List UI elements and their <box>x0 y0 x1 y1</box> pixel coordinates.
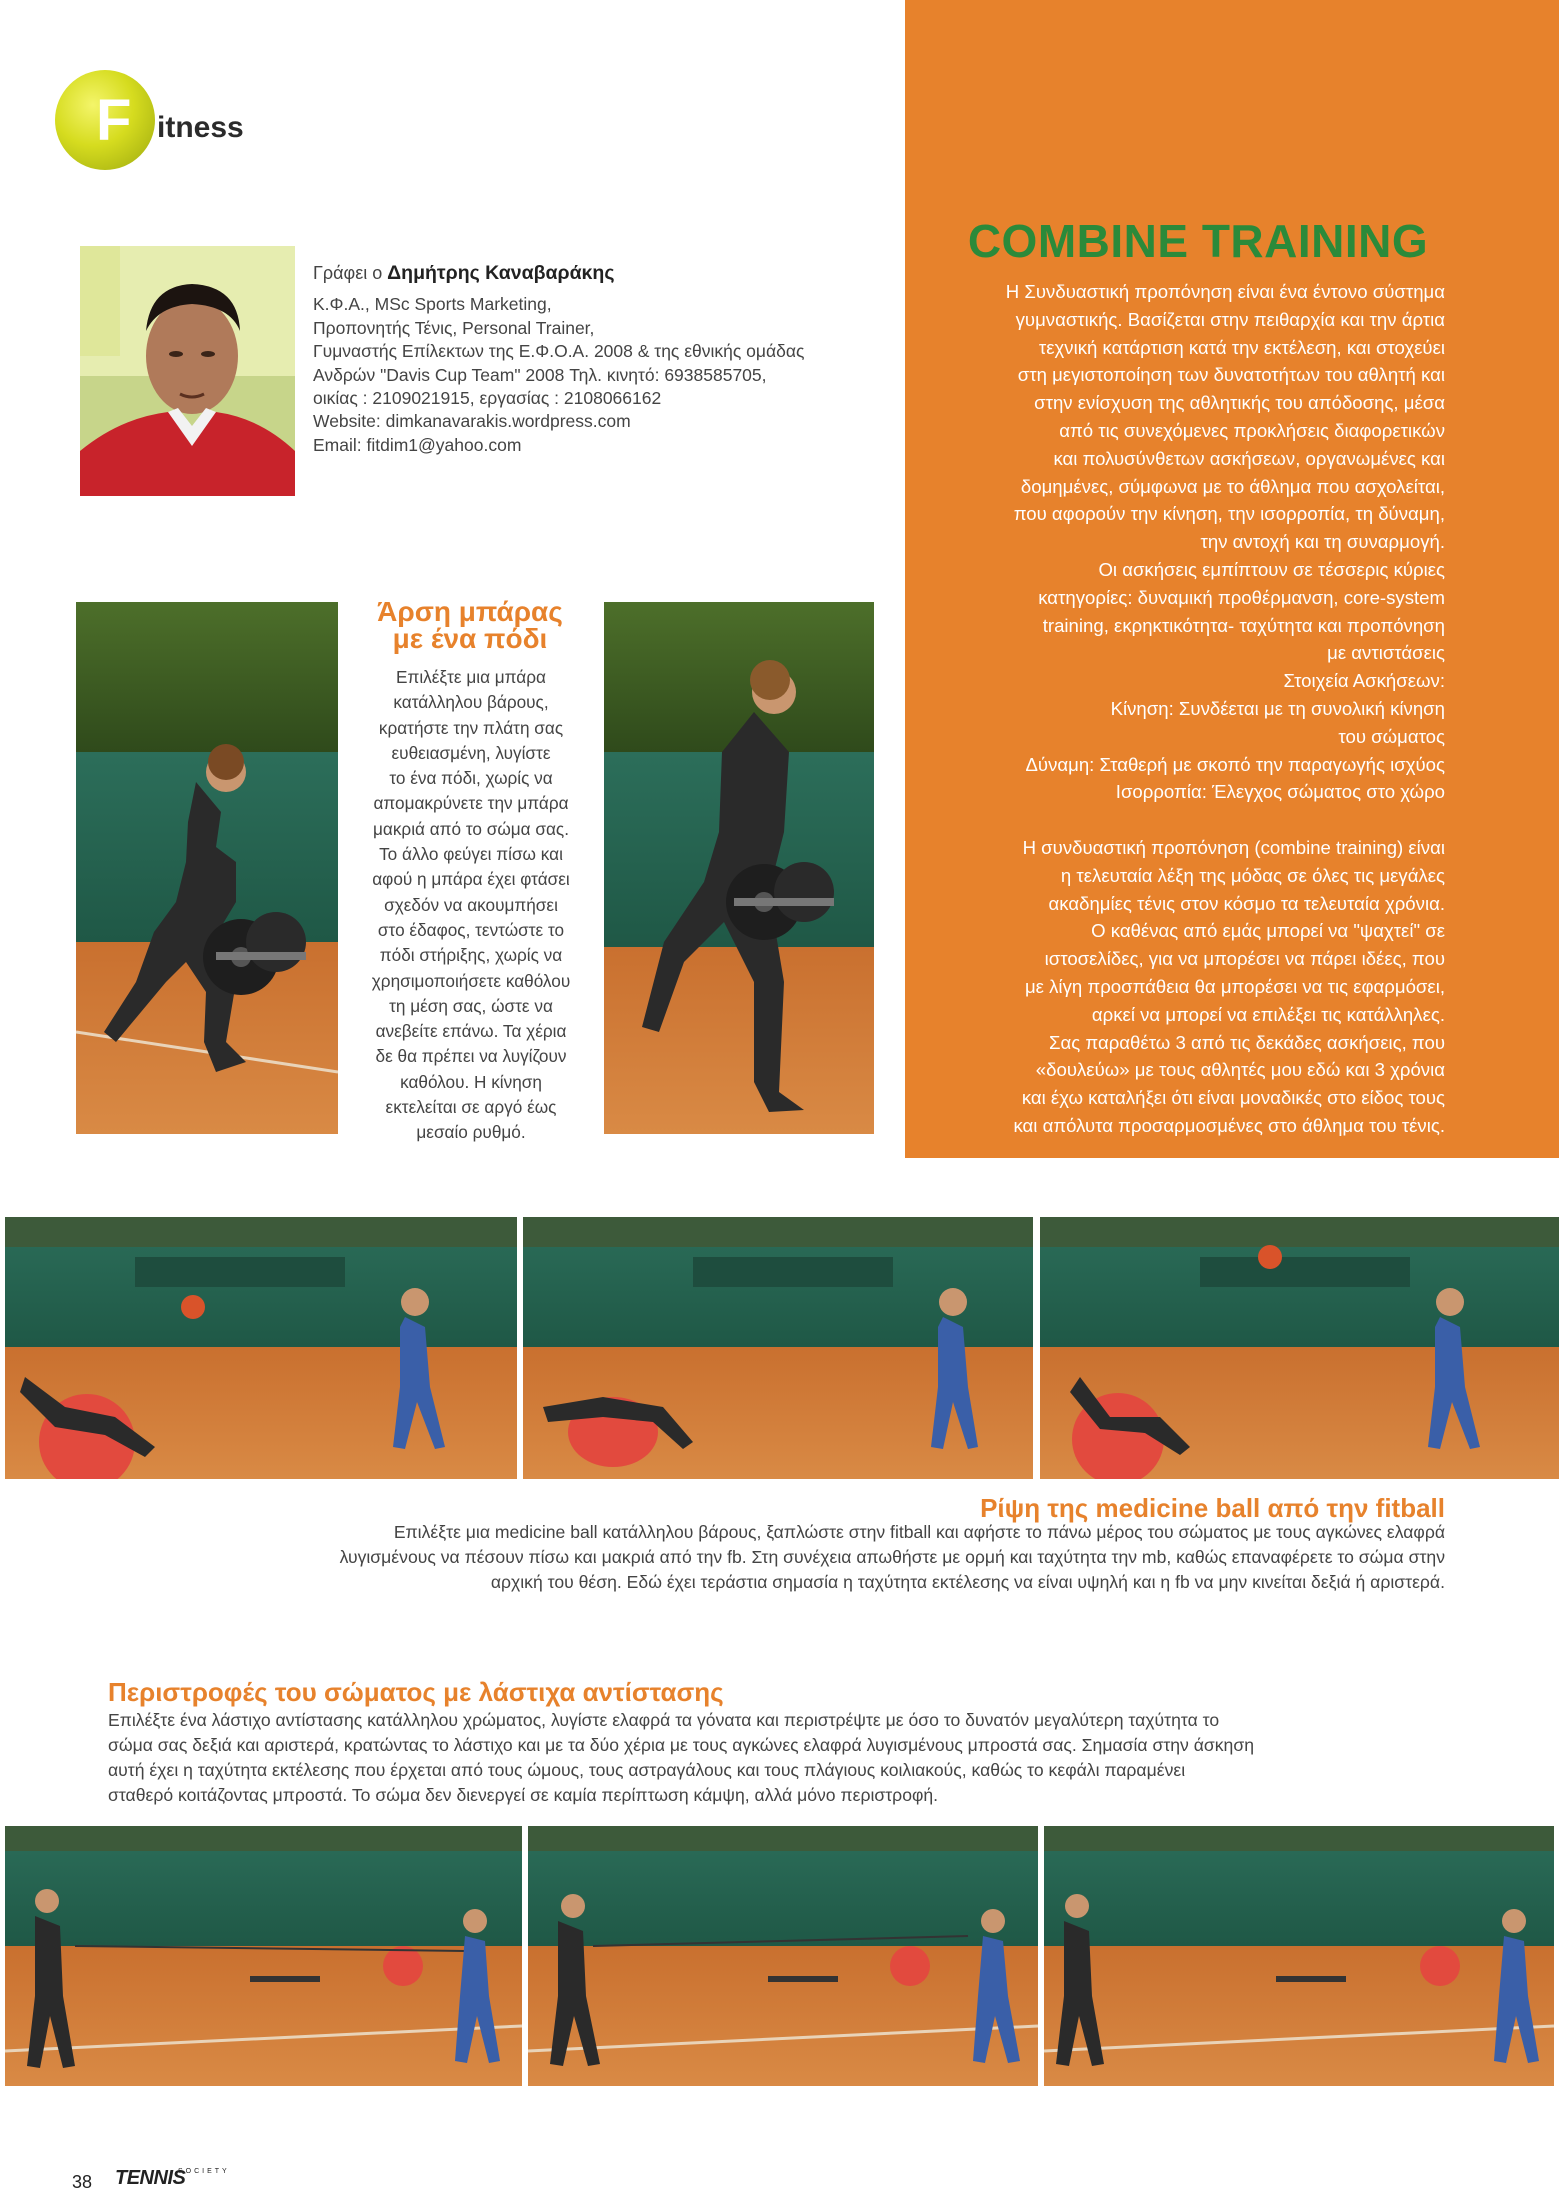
exercise3-photo-1 <box>5 1826 522 2086</box>
exercise2-line: λυγισμένους να πέσουν πίσω και μακριά από την fb. Στη συνέχεια απωθήστε με ορμή και ταχύτητα την mb, καθώς επαναφέρετε το σώμα στην <box>339 1547 1445 1567</box>
intro-line: Δύναμη: Σταθερή με σκοπό την παραγωγής ισχύος <box>1025 753 1445 775</box>
exercise2-photo-1 <box>5 1217 517 1479</box>
intro-title: COMBINE TRAINING <box>967 215 1429 267</box>
exercise1-line: απομακρύνετε την μπάρα <box>373 793 569 814</box>
exercise1-line: σχεδόν να ακουμπήσει <box>384 894 558 915</box>
author-line: Κ.Φ.Α., MSc Sports Marketing, <box>313 294 552 315</box>
exercise2-photo-2 <box>523 1217 1033 1479</box>
exercise1-line: δε θα πρέπει να λυγίζουν <box>375 1046 567 1067</box>
author-website: Website: dimkanavarakis.wordpress.com <box>313 411 631 432</box>
exercise1-line: κατάλληλου βάρους, <box>393 692 549 713</box>
intro-line: Ο καθένας από εμάς μπορεί να "ψαχτεί" σε <box>1091 920 1445 942</box>
exercise1-line: ανεβείτε επάνω. Τα χέρια <box>375 1021 567 1042</box>
exercise2-photo-3 <box>1040 1217 1559 1479</box>
intro-line: ακαδημίες τένις στον κόσμο τα τελευταία χρόνια. <box>1048 892 1445 914</box>
exercise3-line: σταθερό κοιτάζοντας μπροστά. Το σώμα δεν διενεργεί σε καμία περίπτωση κάμψη, αλλά μόνο περιστροφή. <box>108 1785 939 1805</box>
intro-line: τεχνική κατάρτιση κατά την εκτέλεση, και στοχεύει <box>1038 336 1445 358</box>
exercise1-line: μεσαίο ρυθμό. <box>416 1122 526 1143</box>
exercise1-line: χρησιμοποιήσετε καθόλου <box>371 970 571 991</box>
exercise2-text <box>100 1520 1445 1595</box>
exercise1-line: κρατήστε την πλάτη σας <box>378 717 564 738</box>
intro-line: με λίγη προσπάθεια θα μπορέσει να τις εφαρμόσει, <box>1024 975 1445 997</box>
intro-line: κατηγορίες: δυναμική προθέρμανση, core-system <box>1038 586 1445 608</box>
author-written-by: Γράφει ο <box>313 263 383 283</box>
exercise3-line: σώμα σας δεξιά και αριστερά, κρατώντας το λάστιχο και με τα δύο χέρια με τους αγκώνες ελαφρά λυγισμένους μπροστά σας. Σημασία στην άσκηση <box>108 1735 1254 1755</box>
intro-line: και έχω καταλήξει ότι είναι μοναδικές στο είδος τους <box>1021 1087 1445 1109</box>
intro-line: και πολυσύνθετων ασκήσεων, οργανωμένες και <box>1053 447 1445 469</box>
exercise1-title-line: με ένα πόδι <box>392 623 548 654</box>
page-number: 38 <box>72 2172 93 2192</box>
exercise1-line: τη μέση σας, ώστε να <box>389 995 553 1016</box>
author-info <box>313 262 873 457</box>
author-email: Email: fitdim1@yahoo.com <box>313 434 522 455</box>
intro-line: Κίνηση: Συνδέεται με τη συνολική κίνηση <box>1110 697 1445 719</box>
intro-line: training, εκρηκτικότητα- ταχύτητα και προπόνηση <box>1042 614 1445 636</box>
section-badge-letter: F <box>96 88 132 153</box>
exercise1-line: καθόλου. Η κίνηση <box>400 1071 542 1092</box>
author-photo <box>80 246 295 496</box>
intro-line: Η συνδυαστική προπόνηση (combine training) είναι <box>1022 836 1445 858</box>
intro-line: Ισορροπία: Έλεγχος σώματος στο χώρο <box>1115 781 1445 803</box>
intro-line: από τις συνεχόμενες προκλήσεις διαφορετικών <box>1059 419 1445 441</box>
intro-line: «δουλεύω» με τους αθλητές μου εδώ και 3 χρόνια <box>1035 1059 1445 1081</box>
intro-line: με αντιστάσεις <box>1327 642 1445 664</box>
exercise3-photo-2 <box>528 1826 1038 2086</box>
exercise3-photo-3 <box>1044 1826 1554 2086</box>
author-line: Γυμναστής Επίλεκτων της Ε.Φ.Ο.Α. 2008 & της εθνικής ομάδας <box>313 341 805 362</box>
intro-line: Η Συνδυαστική προπόνηση είναι ένα έντονο σύστημα <box>1005 281 1445 302</box>
exercise2-title: Ρίψη της medicine ball από την fitball <box>980 1493 1445 1523</box>
exercise1-title-line: Άρση μπάρας <box>377 596 563 627</box>
exercise3-title: Περιστροφές του σώματος με λάστιχα αντίστασης <box>108 1677 724 1707</box>
exercise1-line: Επιλέξτε μια μπάρα <box>396 667 546 687</box>
exercise1-line: ευθειασμένη, λυγίστε <box>391 742 551 763</box>
paragraph-gap <box>915 806 1445 834</box>
exercise1-line: αφού η μπάρα έχει φτάσει <box>372 869 570 890</box>
exercise2-line: Επιλέξτε μια medicine ball κατάλληλου βάρους, ξαπλώστε στην fitball και αφήστε το πάνω μέρος του σώματος με τους αγκώνες ελαφρά <box>393 1522 1445 1542</box>
intro-line: στη μεγιστοποίηση των δυνατοτήτων του αθλητή και <box>1017 364 1445 386</box>
author-line: Προπονητής Τένις, Personal Trainer, <box>313 317 595 338</box>
intro-line: Σας παραθέτω 3 από τις δεκάδες ασκήσεις, που <box>1049 1031 1445 1053</box>
intro-line: δομημένες, σύμφωνα με το άθλημα που ασχολείται, <box>1020 475 1445 497</box>
author-line: οικίας : 2109021915, εργασίας : 2108066162 <box>313 388 662 409</box>
intro-line: Στοιχεία Ασκήσεων: <box>1283 670 1445 692</box>
intro-text <box>915 278 1445 1140</box>
intro-line: την αντοχή και τη συναρμογή. <box>1200 531 1445 553</box>
intro-line: Οι ασκήσεις εμπίπτουν σε τέσσερις κύριες <box>1098 558 1445 580</box>
author-name: Δημήτρης Καναβαράκης <box>387 262 615 284</box>
exercise1-line: πόδι στήριξης, χωρίς να <box>379 945 563 966</box>
intro-line: στην ενίσχυση της αθλητικής του απόδοσης, μέσα <box>1034 392 1445 414</box>
intro-line: αρκεί να μπορεί να επιλέξει τις κατάλληλες. <box>1091 1003 1445 1025</box>
exercise1-line: το ένα πόδι, χωρίς να <box>389 768 553 789</box>
intro-line: και απόλυτα προσαρμοσμένες στο άθλημα του τένις. <box>1013 1114 1445 1136</box>
magazine-logo-sub: SOCIETY <box>178 2168 230 2175</box>
author-line: Ανδρών "Davis Cup Team" 2008 Τηλ. κινητό: 6938585705, <box>313 364 767 385</box>
exercise1-title <box>350 598 590 652</box>
intro-line: ιστοσελίδες, για να μπορέσει να πάρει ιδέες, που <box>1044 948 1445 970</box>
exercise1-line: εκτελείται σε αργό έως <box>385 1097 557 1118</box>
intro-line: η τελευταία λέξη της μόδας σε όλες τις μεγάλες <box>1060 864 1445 886</box>
exercise2-line: αρχική του θέση. Εδώ έχει τεράστια σημασία η ταχύτητα εκτέλεσης να είναι υψηλή και η fb να μην κινείται δεξιά ή αριστερά. <box>490 1572 1445 1592</box>
intro-line: που αφορούν την κίνηση, την ισορροπία, τη δύναμη, <box>1013 503 1445 525</box>
exercise1-line: μακριά από το σώμα σας. <box>373 818 569 839</box>
exercise1-photo-left <box>76 602 338 1134</box>
section-title: itness <box>157 111 244 144</box>
exercise3-line: Επιλέξτε ένα λάστιχο αντίστασης κατάλληλου χρώματος, λυγίστε ελαφρά τα γόνατα και περιστρέψτε με όσο το δυνατόν μεγαλύτερη ταχύτητα το <box>108 1710 1220 1730</box>
exercise3-line: αυτή έχει η ταχύτητα εκτέλεσης που έρχεται από τους ώμους, τους αστραγάλους και τους πλάγιους κοιλιακούς, καθώς το κεφάλι παραμένει <box>108 1760 1186 1780</box>
exercise1-photo-right <box>604 602 874 1134</box>
intro-line: γυμναστικής. Βασίζεται στην πειθαρχία και την άρτια <box>1015 308 1445 330</box>
exercise1-line: Το άλλο φεύγει πίσω και <box>379 844 563 865</box>
magazine-logo: TENNIS <box>115 2167 186 2189</box>
exercise3-text <box>108 1708 1453 1808</box>
exercise1-line: στο έδαφος, τεντώστε το <box>377 919 565 940</box>
intro-line: του σώματος <box>1338 725 1445 747</box>
exercise1-text <box>348 665 594 1146</box>
